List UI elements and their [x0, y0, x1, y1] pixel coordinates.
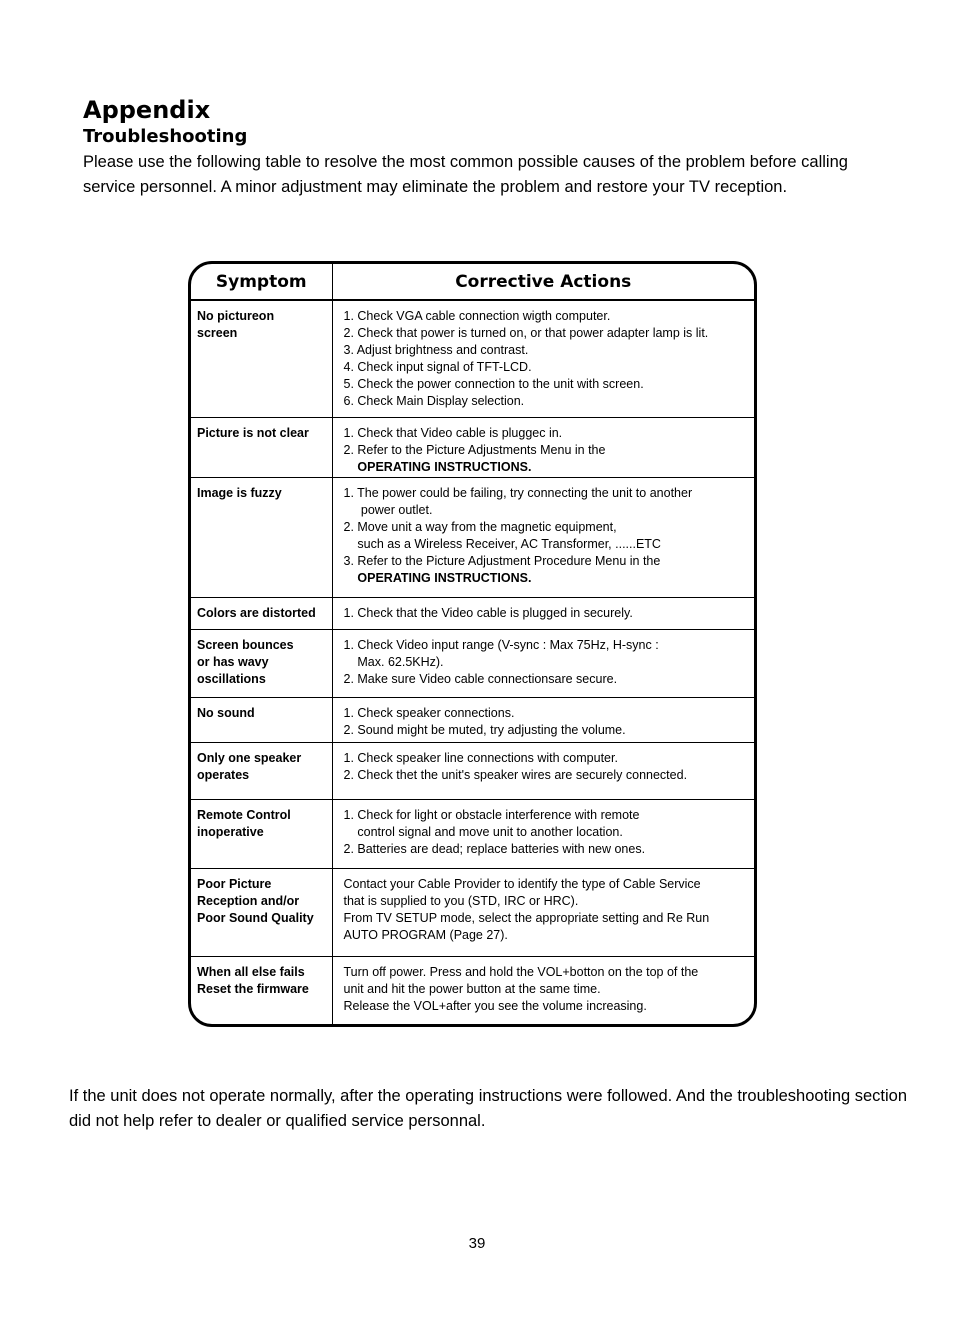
- action-line: control signal and move unit to another location.: [343, 824, 623, 839]
- action-line: Contact your Cable Provider to identify the type of Cable Service: [343, 877, 701, 891]
- actions-cell: [332, 598, 754, 630]
- action-line: Release the VOL+after you see the volume increasing.: [343, 999, 647, 1014]
- action-line: 3. Refer to the Picture Adjustment Procedure Menu in the: [343, 553, 661, 568]
- table-row: [191, 697, 754, 742]
- table-row: [191, 417, 754, 477]
- table-row: [191, 869, 754, 957]
- action-line: Turn off power. Press and hold the VOL+botton on the top of the: [343, 965, 699, 980]
- action-line: 2. Sound might be muted, try adjusting the volume.: [343, 722, 626, 737]
- table-row: [191, 477, 754, 597]
- action-line: AUTO PROGRAM (Page 27).: [343, 928, 508, 942]
- symptom-cell: Colors are distorted: [191, 598, 332, 630]
- action-line: 1. Check that the Video cable is plugged in securely.: [343, 606, 633, 621]
- table-row: [191, 799, 754, 868]
- action-line: 1. Check VGA cable connection wigth computer.: [343, 309, 611, 323]
- page-title: Appendix: [83, 96, 211, 124]
- symptom-cell: No sound: [191, 697, 332, 742]
- symptom-cell: Screen bounces or has wavy oscillations: [191, 630, 332, 697]
- action-line: 1. Check for light or obstacle interference with remote: [343, 807, 640, 822]
- action-line: unit and hit the power button at the same time.: [343, 982, 601, 997]
- actions-cell: [332, 477, 754, 597]
- action-line: 2. Check thet the unit's speaker wires are securely connected.: [343, 767, 688, 782]
- action-line: Max. 62.5KHz).: [343, 655, 444, 670]
- action-line: 1. Check Video input range (V-sync : Max 75Hz, H-sync :: [343, 638, 659, 653]
- action-line: 6. Check Main Display selection.: [343, 394, 525, 408]
- actions-cell: [332, 300, 754, 417]
- footer-paragraph: If the unit does not operate normally, after the operating instructions were followed. And the troubleshooting section did not help refer to dealer or qualified service personnal.: [69, 1087, 908, 1130]
- action-line: 1. Check speaker connections.: [343, 705, 515, 720]
- symptom-cell: Poor Picture Reception and/or Poor Sound Quality: [191, 869, 332, 957]
- action-line: 2. Move unit a way from the magnetic equipment,: [343, 519, 617, 534]
- actions-cell: [332, 630, 754, 697]
- symptom-cell: No pictureon screen: [191, 300, 332, 417]
- action-line: 4. Check input signal of TFT-LCD.: [343, 360, 532, 374]
- action-line: From TV SETUP mode, select the appropriate setting and Re Run: [343, 911, 710, 925]
- section-title: Troubleshooting: [83, 126, 248, 147]
- action-line: OPERATING INSTRUCTIONS.: [343, 570, 532, 585]
- table-row: [191, 742, 754, 799]
- actions-cell: [332, 869, 754, 957]
- actions-cell: [332, 742, 754, 799]
- action-line: 3. Adjust brightness and contrast.: [343, 343, 529, 357]
- action-line: power outlet.: [343, 502, 433, 517]
- action-line: 5. Check the power connection to the unit with screen.: [343, 377, 644, 391]
- troubleshooting-table: [188, 261, 757, 1027]
- action-line: 2. Check that power is turned on, or that power adapter lamp is lit.: [343, 326, 709, 340]
- action-line: 1. Check speaker line connections with computer.: [343, 750, 618, 765]
- action-line: that is supplied to you (STD, IRC or HRC).: [343, 894, 579, 908]
- symptom-header: Symptom: [191, 264, 332, 300]
- table-row: [191, 300, 754, 417]
- actions-cell: [332, 957, 754, 1024]
- action-line: 2. Refer to the Picture Adjustments Menu in the: [343, 442, 606, 457]
- action-line: 1. Check that Video cable is pluggec in.: [343, 425, 563, 440]
- symptom-cell: Image is fuzzy: [191, 477, 332, 597]
- action-line: 1. The power could be failing, try connecting the unit to another: [343, 485, 693, 500]
- table-row: [191, 598, 754, 630]
- symptom-cell: Remote Control inoperative: [191, 799, 332, 868]
- actions-cell: [332, 417, 754, 477]
- intro-paragraph: Please use the following table to resolve the most common possible causes of the problem before calling service personnel. A minor adjustment may eliminate the problem and restore your TV reception.: [83, 153, 848, 196]
- symptom-cell: When all else fails Reset the firmware: [191, 957, 332, 1024]
- table-row: [191, 957, 754, 1024]
- page-number: 39: [468, 1235, 486, 1252]
- actions-cell: [332, 799, 754, 868]
- action-line: such as a Wireless Receiver, AC Transformer, ......ETC: [343, 536, 661, 551]
- table-row: [191, 630, 754, 697]
- symptom-cell: Only one speaker operates: [191, 742, 332, 799]
- action-line: 2. Batteries are dead; replace batteries with new ones.: [343, 841, 646, 856]
- action-line: 2. Make sure Video cable connectionsare secure.: [343, 672, 618, 687]
- action-line: OPERATING INSTRUCTIONS.: [343, 459, 532, 474]
- actions-cell: [332, 697, 754, 742]
- actions-header: Corrective Actions: [332, 264, 754, 300]
- symptom-cell: Picture is not clear: [191, 417, 332, 477]
- table-body: [191, 300, 754, 1024]
